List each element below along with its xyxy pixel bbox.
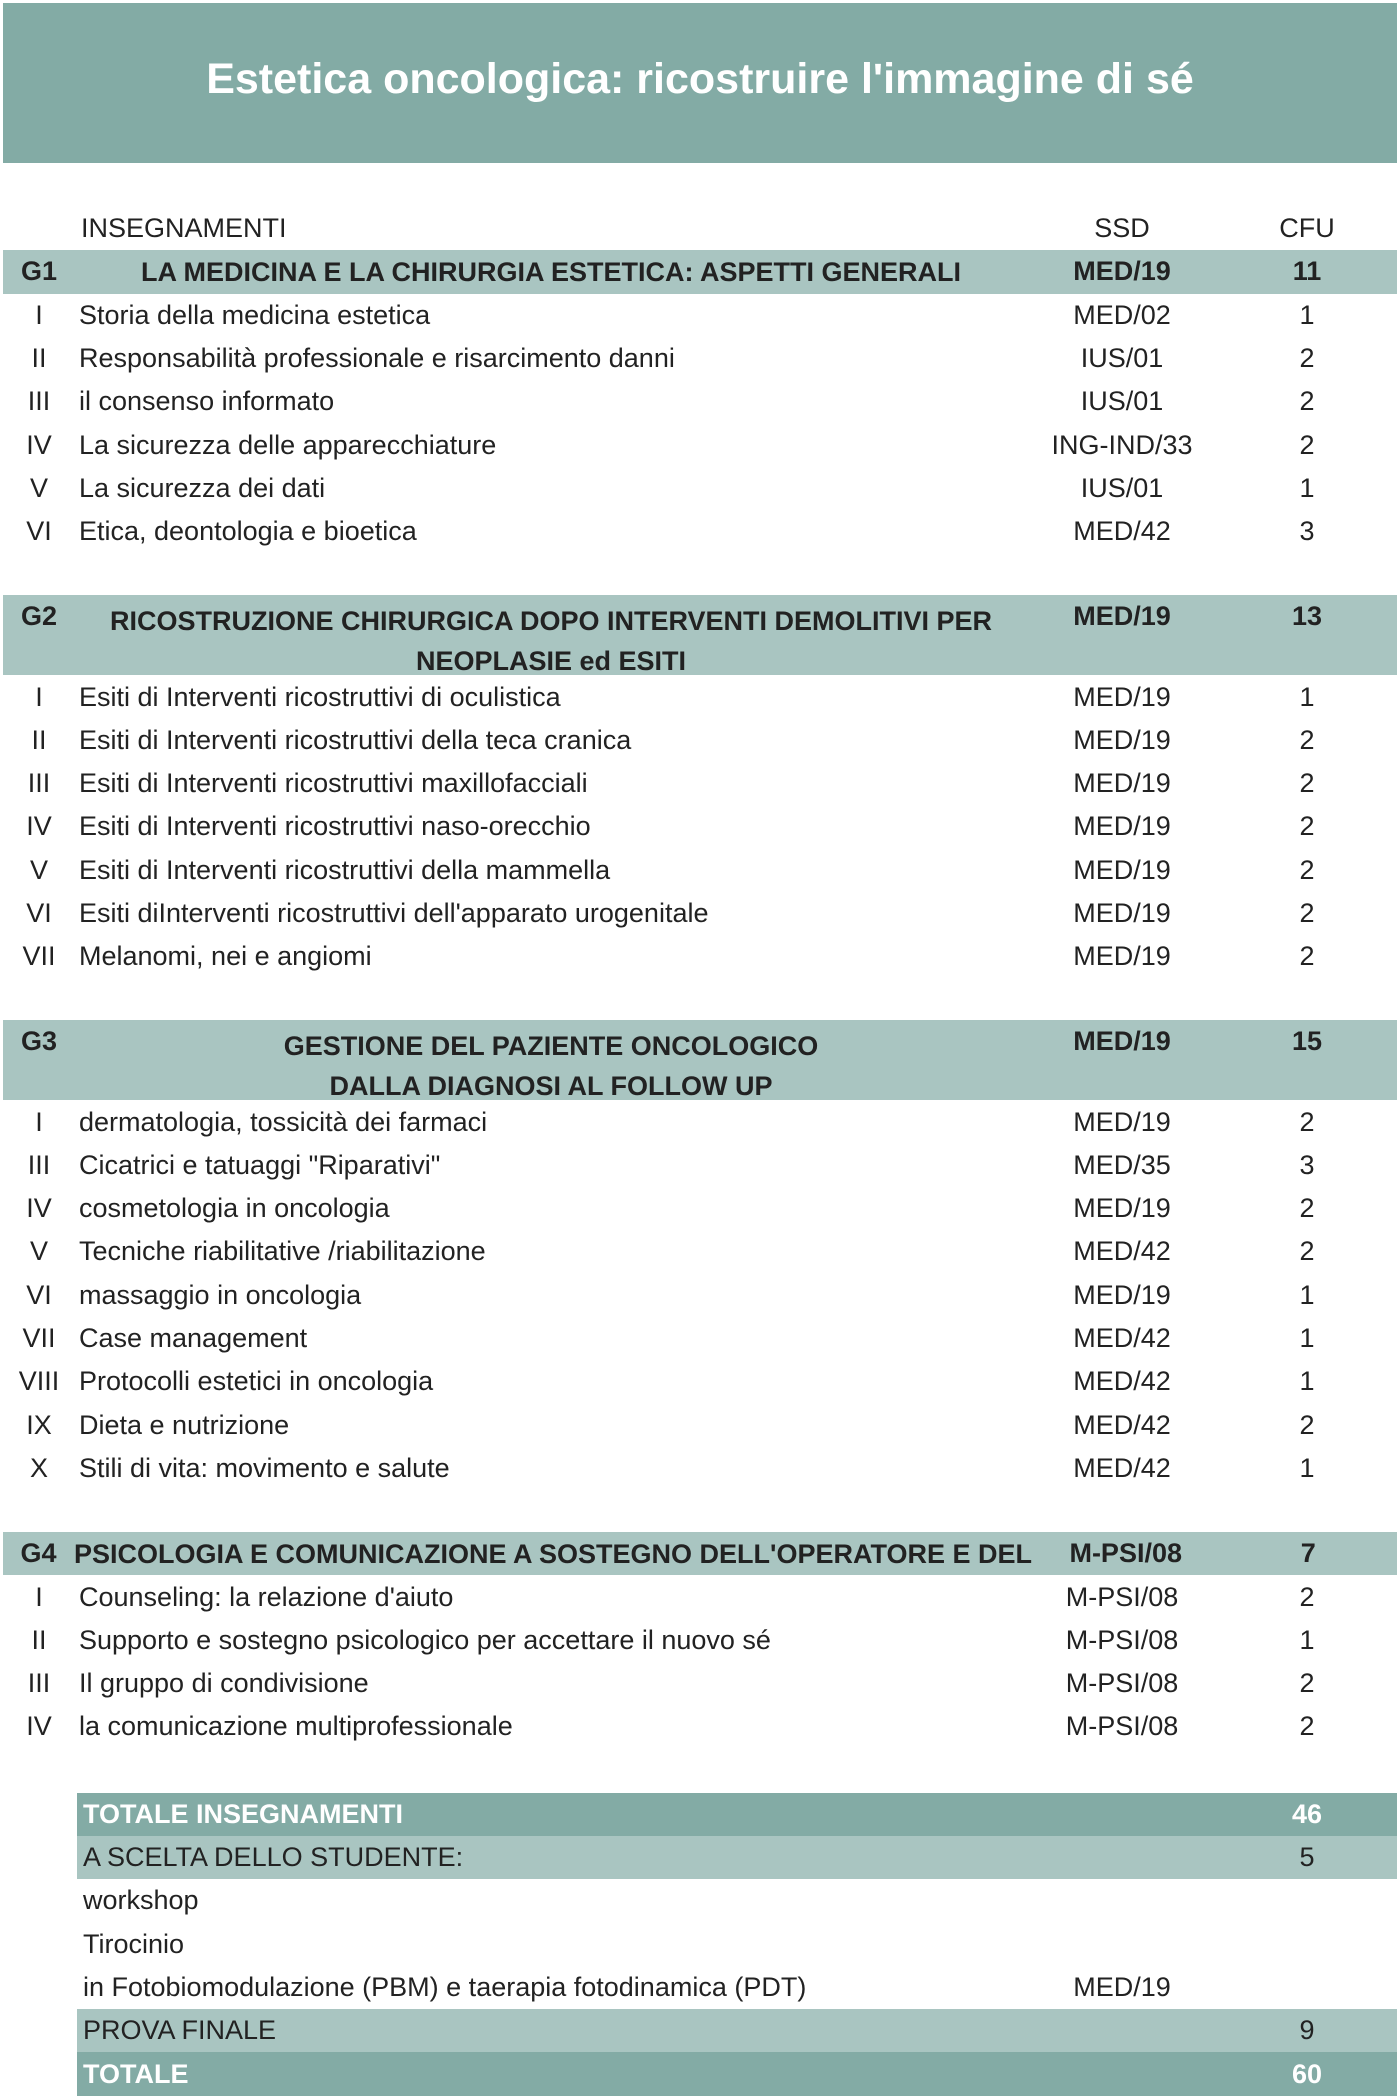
table-row	[3, 1144, 1397, 1187]
table-row	[3, 1360, 1397, 1403]
item-ssd: MED/42	[1073, 1236, 1171, 1267]
table-row	[3, 467, 1397, 510]
item-title: Storia della medicina estetica	[79, 299, 431, 330]
item-ssd: IUS/01	[1080, 386, 1164, 417]
table-row	[3, 1662, 1397, 1705]
header-cfu: CFU	[1279, 213, 1335, 244]
item-number: VII	[22, 1323, 56, 1354]
item-number: V	[29, 1236, 48, 1267]
item-cfu: 2	[1299, 811, 1315, 842]
table-header	[3, 207, 1397, 250]
item-ssd: MED/19	[1073, 768, 1171, 799]
summary-row	[77, 1923, 1397, 1966]
item-number: II	[31, 343, 47, 374]
summary-block	[3, 1793, 1397, 2096]
group-cfu: 15	[1291, 1026, 1323, 1057]
item-title: cosmetologia in oncologia	[79, 1193, 390, 1224]
summary-label: Tirocinio	[83, 1928, 185, 1959]
group-title-line: GESTIONE DEL PAZIENTE ONCOLOGICO	[283, 1031, 819, 1062]
item-number: V	[29, 854, 48, 885]
item-title: Esiti diInterventi ricostruttivi dell'apparato urogenitale	[79, 898, 709, 928]
table-row	[3, 1100, 1397, 1143]
table-row	[3, 1317, 1397, 1360]
group-code: G2	[20, 601, 58, 632]
item-cfu: 1	[1299, 472, 1315, 503]
header-insegnamenti: INSEGNAMENTI	[81, 213, 287, 244]
item-title: Stili di vita: movimento e salute	[79, 1452, 450, 1483]
item-title: il consenso informato	[79, 386, 335, 417]
item-number: I	[35, 1581, 43, 1612]
item-ssd: MED/35	[1073, 1149, 1171, 1180]
item-title: Case management	[79, 1323, 308, 1354]
summary-row	[77, 2052, 1397, 2095]
item-number: IV	[26, 811, 52, 842]
table-row	[3, 1619, 1397, 1662]
item-cfu: 3	[1299, 516, 1315, 547]
item-ssd: MED/19	[1073, 854, 1171, 885]
item-number: I	[35, 1106, 43, 1137]
table-row	[3, 1274, 1397, 1317]
summary-row	[77, 1966, 1397, 2009]
item-cfu: 1	[1299, 1323, 1315, 1354]
table-row	[3, 935, 1397, 978]
item-cfu: 2	[1299, 429, 1315, 460]
item-number: III	[27, 768, 51, 799]
spacer	[3, 1749, 1397, 1793]
item-number: VIII	[18, 1366, 60, 1397]
item-cfu: 2	[1299, 854, 1315, 885]
summary-cfu: 5	[1299, 1842, 1315, 1873]
spacer	[3, 553, 1397, 595]
summary-label: A SCELTA DELLO STUDENTE:	[83, 1842, 464, 1873]
table-row	[3, 1447, 1397, 1490]
item-ssd: IUS/01	[1080, 472, 1164, 503]
group-header	[3, 595, 1397, 675]
group-header	[3, 1532, 1397, 1575]
item-ssd: MED/19	[1073, 1193, 1171, 1224]
item-cfu: 2	[1299, 343, 1315, 374]
item-ssd: MED/42	[1073, 1323, 1171, 1354]
header-ssd: SSD	[1094, 213, 1150, 244]
item-cfu: 1	[1299, 1452, 1315, 1483]
group-code: G4	[20, 1538, 57, 1569]
summary-row	[77, 1836, 1397, 1879]
group-ssd: MED/19	[1073, 256, 1171, 287]
table-row	[3, 675, 1397, 718]
item-number: III	[27, 1149, 51, 1180]
item-title: Esiti di Interventi ricostruttivi maxillofacciali	[79, 768, 588, 799]
table-row	[3, 510, 1397, 553]
group-code: G3	[20, 1026, 58, 1057]
item-title: La sicurezza dei dati	[79, 472, 326, 503]
table-row	[3, 1575, 1397, 1618]
table-row	[3, 423, 1397, 466]
item-title: Cicatrici e tatuaggi "Riparativi"	[79, 1149, 441, 1180]
summary-label: TOTALE INSEGNAMENTI	[83, 1798, 404, 1829]
item-ssd: MED/19	[1073, 941, 1171, 972]
item-number: II	[31, 1624, 47, 1655]
item-ssd: MED/19	[1073, 1279, 1171, 1310]
item-title: dermatologia, tossicità dei farmaci	[79, 1106, 488, 1137]
table-row	[3, 719, 1397, 762]
item-title: Etica, deontologia e bioetica	[79, 516, 417, 547]
table-row	[3, 892, 1397, 935]
group-header	[3, 1020, 1397, 1100]
group-title-line: PSICOLOGIA E COMUNICAZIONE A SOSTEGNO DELL'OPERATORE E DEL	[74, 1538, 1033, 1569]
item-cfu: 2	[1299, 941, 1315, 972]
item-number: I	[35, 681, 43, 712]
item-cfu: 2	[1299, 1409, 1315, 1440]
item-cfu: 1	[1299, 1279, 1315, 1310]
item-ssd: M-PSI/08	[1065, 1624, 1179, 1655]
item-number: IV	[26, 1711, 52, 1742]
item-ssd: MED/19	[1073, 724, 1171, 755]
item-cfu: 1	[1299, 1624, 1315, 1655]
table-row	[3, 380, 1397, 423]
item-cfu: 2	[1299, 1711, 1315, 1742]
table-row	[3, 1187, 1397, 1230]
spacer	[3, 1490, 1397, 1532]
item-ssd: M-PSI/08	[1065, 1711, 1179, 1742]
item-ssd: MED/19	[1073, 1106, 1171, 1137]
item-number: VI	[26, 516, 52, 547]
table-row	[3, 294, 1397, 337]
table-row	[3, 849, 1397, 892]
table-row	[3, 1705, 1397, 1748]
item-title: Counseling: la relazione d'aiuto	[79, 1581, 454, 1612]
item-title: Responsabilità professionale e risarcimento danni	[79, 343, 675, 374]
item-title: Melanomi, nei e angiomi	[79, 941, 372, 972]
item-number: VII	[22, 941, 56, 972]
item-number: II	[31, 724, 47, 755]
item-ssd: MED/42	[1073, 1452, 1171, 1483]
item-cfu: 2	[1299, 1236, 1315, 1267]
item-cfu: 2	[1299, 898, 1315, 928]
item-cfu: 2	[1299, 1106, 1315, 1137]
item-cfu: 1	[1299, 1366, 1315, 1397]
item-title: Il gruppo di condivisione	[79, 1668, 369, 1699]
group-ssd: M-PSI/08	[1069, 1538, 1182, 1569]
item-number: IX	[26, 1409, 52, 1440]
item-ssd: MED/19	[1073, 681, 1171, 712]
item-ssd: IUS/01	[1080, 343, 1164, 374]
summary-label: TOTALE	[83, 2058, 189, 2089]
item-title: massaggio in oncologia	[79, 1279, 362, 1310]
curriculum-table	[3, 207, 1397, 2096]
summary-cfu: 9	[1299, 2015, 1315, 2046]
summary-ssd: MED/19	[1073, 1971, 1171, 2002]
group-ssd: MED/19	[1073, 601, 1171, 632]
item-ssd: MED/42	[1073, 516, 1171, 547]
summary-label: PROVA FINALE	[83, 2015, 277, 2046]
item-cfu: 2	[1299, 768, 1315, 799]
item-cfu: 2	[1299, 1193, 1315, 1224]
item-number: I	[35, 299, 43, 330]
summary-row	[77, 1793, 1397, 1836]
page-title: Estetica oncologica: ricostruire l'immagine di sé	[206, 54, 1194, 103]
group-title-line: NEOPLASIE ed ESITI	[415, 646, 687, 677]
summary-cfu: 60	[1291, 2058, 1323, 2089]
table-row	[3, 805, 1397, 848]
group-header	[3, 250, 1397, 293]
item-cfu: 2	[1299, 1668, 1315, 1699]
item-title: Tecniche riabilitative /riabilitazione	[79, 1236, 486, 1267]
summary-row	[77, 2009, 1397, 2052]
item-number: VI	[26, 1279, 52, 1310]
table-row	[3, 337, 1397, 380]
item-title: Esiti di Interventi ricostruttivi di oculistica	[79, 681, 561, 712]
summary-label: in Fotobiomodulazione (PBM) e taerapia fotodinamica (PDT)	[83, 1971, 807, 2002]
group-title	[75, 1020, 1027, 1106]
item-ssd: MED/42	[1073, 1366, 1171, 1397]
item-ssd: MED/02	[1073, 299, 1171, 330]
item-number: III	[27, 386, 51, 417]
group-title	[75, 595, 1027, 681]
item-ssd: MED/42	[1073, 1409, 1171, 1440]
item-number: VI	[26, 898, 52, 928]
item-title: Esiti di Interventi ricostruttivi naso-orecchio	[79, 811, 591, 842]
table-row	[3, 1230, 1397, 1273]
group-code: G1	[20, 256, 58, 287]
item-ssd: M-PSI/08	[1065, 1668, 1179, 1699]
spacer	[3, 978, 1397, 1020]
item-number: III	[27, 1668, 51, 1699]
item-title: Dieta e nutrizione	[79, 1409, 290, 1440]
group-ssd: MED/19	[1073, 1026, 1171, 1057]
item-cfu: 2	[1299, 386, 1315, 417]
item-ssd: MED/19	[1073, 811, 1171, 842]
group-cfu: 11	[1292, 256, 1322, 287]
summary-label: workshop	[83, 1885, 199, 1916]
item-title: La sicurezza delle apparecchiature	[79, 429, 497, 460]
item-title: Esiti di Interventi ricostruttivi della mammella	[79, 854, 611, 885]
item-number: IV	[26, 1193, 52, 1224]
summary-row	[77, 1879, 1397, 1922]
group-cfu: 13	[1291, 601, 1323, 632]
title-banner	[3, 3, 1397, 163]
item-cfu: 2	[1299, 1581, 1315, 1612]
group-title	[75, 252, 1027, 292]
item-cfu: 1	[1299, 299, 1315, 330]
item-ssd: M-PSI/08	[1065, 1581, 1179, 1612]
group-title-line: DALLA DIAGNOSI AL FOLLOW UP	[329, 1071, 773, 1102]
item-number: V	[29, 472, 48, 503]
item-number: IV	[26, 429, 52, 460]
table-row	[3, 762, 1397, 805]
item-title: Supporto e sostegno psicologico per accettare il nuovo sé	[79, 1624, 771, 1655]
table-row	[3, 1404, 1397, 1447]
groups-container	[3, 250, 1397, 1748]
item-title: Esiti di Interventi ricostruttivi della teca cranica	[79, 724, 632, 755]
item-cfu: 3	[1299, 1149, 1315, 1180]
summary-cfu: 46	[1291, 1798, 1323, 1829]
group-title-line: RICOSTRUZIONE CHIRURGICA DOPO INTERVENTI DEMOLITIVI PER	[109, 606, 993, 637]
item-cfu: 2	[1299, 724, 1315, 755]
group-cfu: 7	[1300, 1538, 1316, 1569]
item-number: X	[29, 1452, 48, 1483]
item-title: Protocolli estetici in oncologia	[79, 1366, 434, 1397]
item-ssd: MED/19	[1073, 898, 1171, 928]
item-title: la comunicazione multiprofessionale	[79, 1711, 513, 1742]
item-ssd: ING-IND/33	[1051, 429, 1193, 460]
item-cfu: 1	[1299, 681, 1315, 712]
group-title-line: LA MEDICINA E LA CHIRURGIA ESTETICA: ASPETTI GENERALI	[140, 256, 961, 287]
group-title	[74, 1534, 1032, 1574]
